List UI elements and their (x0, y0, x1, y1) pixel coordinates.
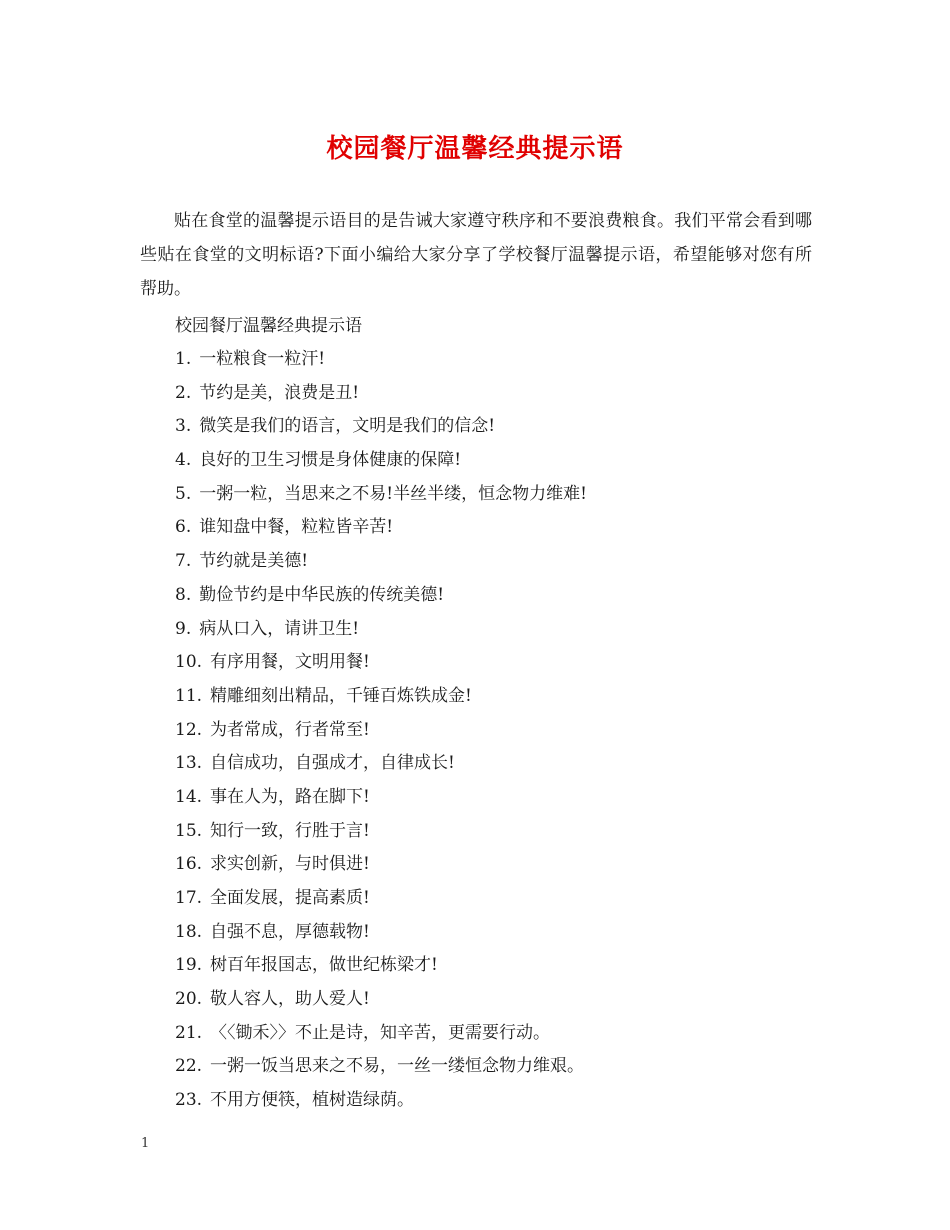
document-title: 校园餐厅温馨经典提示语 (326, 134, 624, 164)
slogan-text: 不用方便筷，植树造绿荫。 (210, 1090, 415, 1111)
slogan-text: 一粥一粒，当思来之不易!半丝半缕，恒念物力维难! (199, 483, 587, 504)
slogan-text: 自信成功，自强成才，自律成长! (210, 753, 455, 774)
slogan-text: 良好的卫生习惯是身体健康的保障! (199, 450, 462, 471)
slogan-text: 自强不息，厚德载物! (210, 921, 370, 942)
slogan-number: 5. (175, 483, 192, 504)
slogan-number: 14. (175, 786, 203, 807)
slogan-item (175, 514, 587, 548)
slogan-item (175, 649, 587, 683)
slogan-text: 〈〈锄禾〉〉不止是诗，知辛苦，更需要行动。 (210, 1022, 551, 1043)
slogan-number: 9. (175, 618, 192, 639)
slogan-number: 12. (175, 719, 203, 740)
slogan-item (175, 851, 587, 885)
slogan-list (175, 346, 587, 1121)
slogan-number: 3. (175, 416, 192, 437)
slogan-number: 10. (175, 652, 203, 673)
slogan-item (175, 1020, 587, 1054)
slogan-number: 21. (175, 1022, 203, 1043)
slogan-item (175, 750, 587, 784)
slogan-number: 4. (175, 450, 192, 471)
slogan-item (175, 346, 587, 380)
slogan-number: 11. (175, 685, 203, 706)
slogan-item (175, 1087, 587, 1121)
slogan-number: 2. (175, 382, 192, 403)
slogan-text: 一粒粮食一粒汗! (199, 349, 326, 369)
slogan-text: 全面发展，提高素质! (210, 888, 370, 908)
page-number: 1 (141, 1136, 150, 1151)
slogan-number: 1. (175, 349, 192, 369)
section-heading: 校园餐厅温馨经典提示语 (175, 316, 362, 336)
slogan-item (175, 447, 587, 481)
slogan-item (175, 616, 587, 650)
slogan-number: 18. (175, 921, 203, 942)
slogan-number: 22. (175, 1056, 203, 1077)
slogan-item (175, 481, 587, 515)
slogan-number: 8. (175, 584, 192, 605)
slogan-item (175, 986, 587, 1020)
slogan-item (175, 413, 587, 447)
slogan-text: 有序用餐，文明用餐! (210, 652, 370, 673)
slogan-text: 精雕细刻出精品，千锤百炼铁成金! (210, 685, 472, 706)
slogan-item (175, 952, 587, 986)
slogan-text: 病从口入，请讲卫生! (199, 618, 360, 639)
slogan-number: 23. (175, 1090, 203, 1111)
slogan-number: 20. (175, 989, 203, 1010)
slogan-item (175, 683, 587, 717)
slogan-text: 微笑是我们的语言，文明是我们的信念! (199, 416, 496, 437)
slogan-text: 事在人为，路在脚下! (210, 786, 370, 807)
slogan-text: 为者常成，行者常至! (210, 719, 370, 740)
slogan-item (175, 548, 587, 582)
slogan-number: 19. (175, 955, 203, 976)
slogan-text: 节约是美，浪费是丑! (199, 382, 360, 403)
slogan-number: 6. (175, 517, 192, 538)
slogan-text: 敬人容人，助人爱人! (210, 989, 370, 1010)
slogan-item (175, 784, 587, 818)
slogan-item (175, 1053, 587, 1087)
slogan-text: 谁知盘中餐，粒粒皆辛苦! (199, 517, 394, 538)
intro-paragraph: 贴在食堂的温馨提示语目的是告诫大家遵守秩序和不要浪费粮食。我们平常会看到哪些贴在食堂的文明标语?下面小编给大家分享了学校餐厅温馨提示语，希望能够对您有所帮助。 (140, 211, 812, 299)
slogan-item (175, 885, 587, 919)
slogan-text: 树百年报国志，做世纪栋梁才! (210, 955, 438, 976)
slogan-item (175, 919, 587, 953)
slogan-text: 勤俭节约是中华民族的传统美德! (199, 584, 445, 605)
slogan-item (175, 380, 587, 414)
slogan-number: 17. (175, 888, 203, 908)
slogan-item (175, 717, 587, 751)
slogan-text: 节约就是美德! (199, 551, 309, 572)
slogan-text: 知行一致，行胜于言! (210, 820, 370, 841)
slogan-item (175, 582, 587, 616)
slogan-text: 求实创新，与时俱进! (210, 854, 370, 875)
slogan-number: 15. (175, 820, 203, 841)
slogan-text: 一粥一饭当思来之不易，一丝一缕恒念物力维艰。 (210, 1056, 585, 1077)
slogan-item (175, 818, 587, 852)
slogan-number: 7. (175, 551, 192, 572)
slogan-number: 16. (175, 854, 203, 875)
slogan-number: 13. (175, 753, 203, 774)
